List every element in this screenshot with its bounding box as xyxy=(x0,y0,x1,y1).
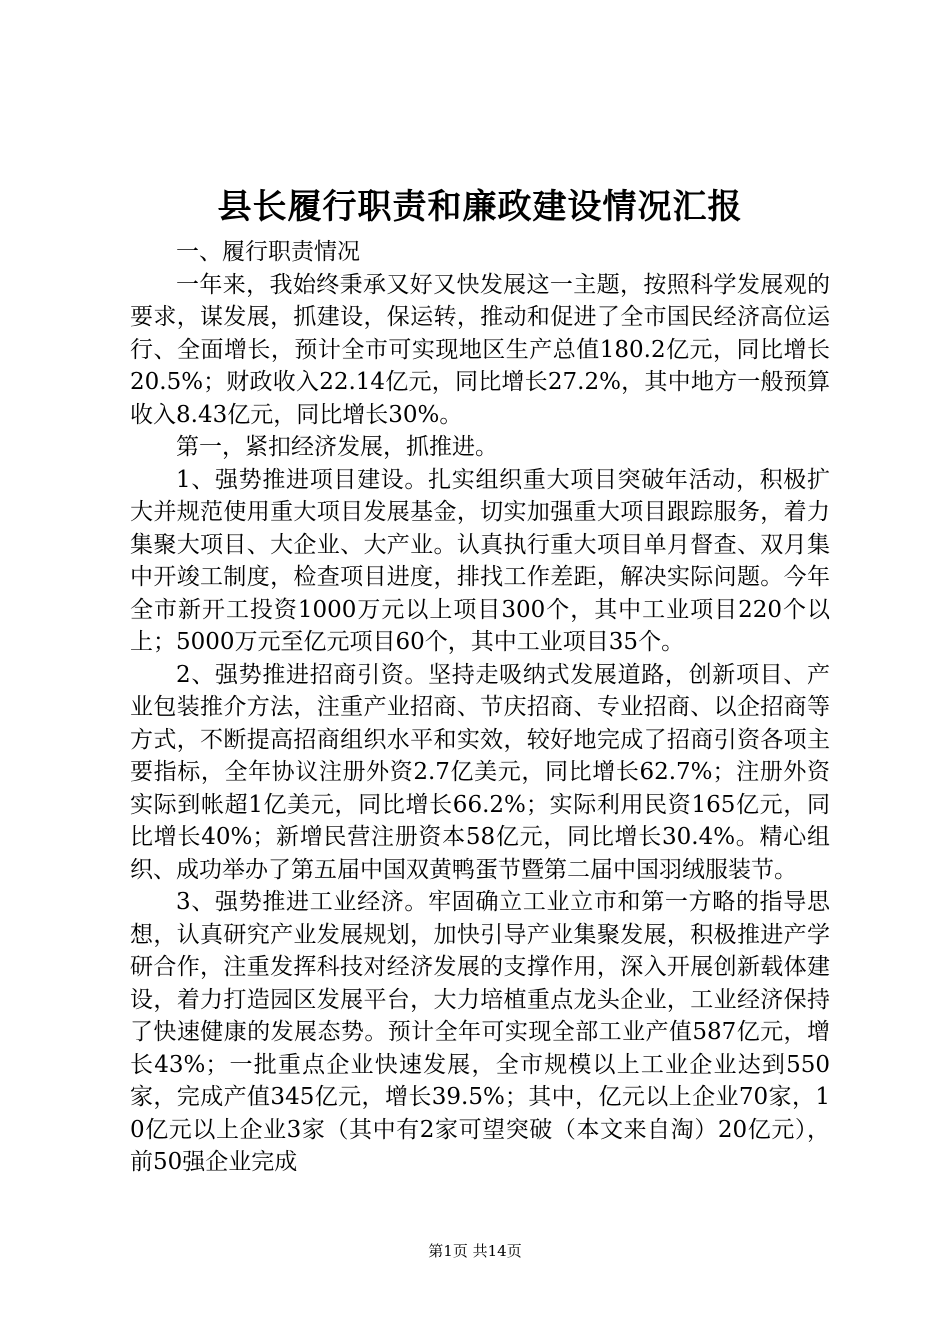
paragraph-industrial-economy: 3、强势推进工业经济。牢固确立工业立市和第一方略的指导思想，认真研究产业发展规划，加快引导产业集聚发展，积极推进产学研合作，注重发挥科技对经济发展的支撑作用，深入开展创新载体建设，着力打造园区发展平台，大力培植重点龙头企业，工业经济保持了快速健康的发展态势。预计全年可实现全部工业产值587亿元，增长43%；一批重点企业快速发展，全市规模以上工业企业达到550家，完成产值345亿元，增长39.5%；其中，亿元以上企业70家，10亿元以上企业3家（其中有2家可望突破（本文来自淘）20亿元），前50强企业完成 xyxy=(130,889,830,1175)
document-page xyxy=(130,182,830,1179)
paragraph-investment-promotion: 2、强势推进招商引资。坚持走吸纳式发展道路，创新项目、产业包装推介方法，注重产业招商、节庆招商、专业招商、以企招商等方式，不断提高招商组织水平和实效，较好地完成了招商引资各项主要指标，全年协议注册外资2.7亿美元，同比增长62.7%；注册外资实际到帐超1亿美元，同比增长66.2%；实际利用民资165亿元，同比增长40%；新增民营注册资本58亿元，同比增长30.4%。精心组织、成功举办了第五届中国双黄鸭蛋节暨第二届中国羽绒服装节。 xyxy=(130,661,830,883)
paragraph-summary: 一年来，我始终秉承又好又快发展这一主题，按照科学发展观的要求，谋发展，抓建设，保运转，推动和促进了全市国民经济高位运行、全面增长，预计全市可实现地区生产总值180.2亿元，同比增长20.5%；财政收入22.14亿元，同比增长27.2%，其中地方一般预算收入8.43亿元，同比增长30%。 xyxy=(130,271,830,428)
paragraph-project-construction: 1、强势推进项目建设。扎实组织重大项目突破年活动，积极扩大并规范使用重大项目发展基金，切实加强重大项目跟踪服务，着力集聚大项目、大企业、大产业。认真执行重大项目单月督查、双月集中开竣工制度，检查项目进度，排找工作差距，解决实际问题。今年全市新开工投资1000万元以上项目300个，其中工业项目220个以上；5000万元至亿元项目60个，其中工业项目35个。 xyxy=(130,466,830,655)
paragraph-first-point: 第一，紧扣经济发展，抓推进。 xyxy=(176,434,498,460)
section-heading: 一、履行职责情况 xyxy=(176,239,360,265)
page-footer: 第1页 共14页 xyxy=(428,1242,522,1260)
document-title: 县长履行职责和廉政建设情况汇报 xyxy=(217,187,743,227)
